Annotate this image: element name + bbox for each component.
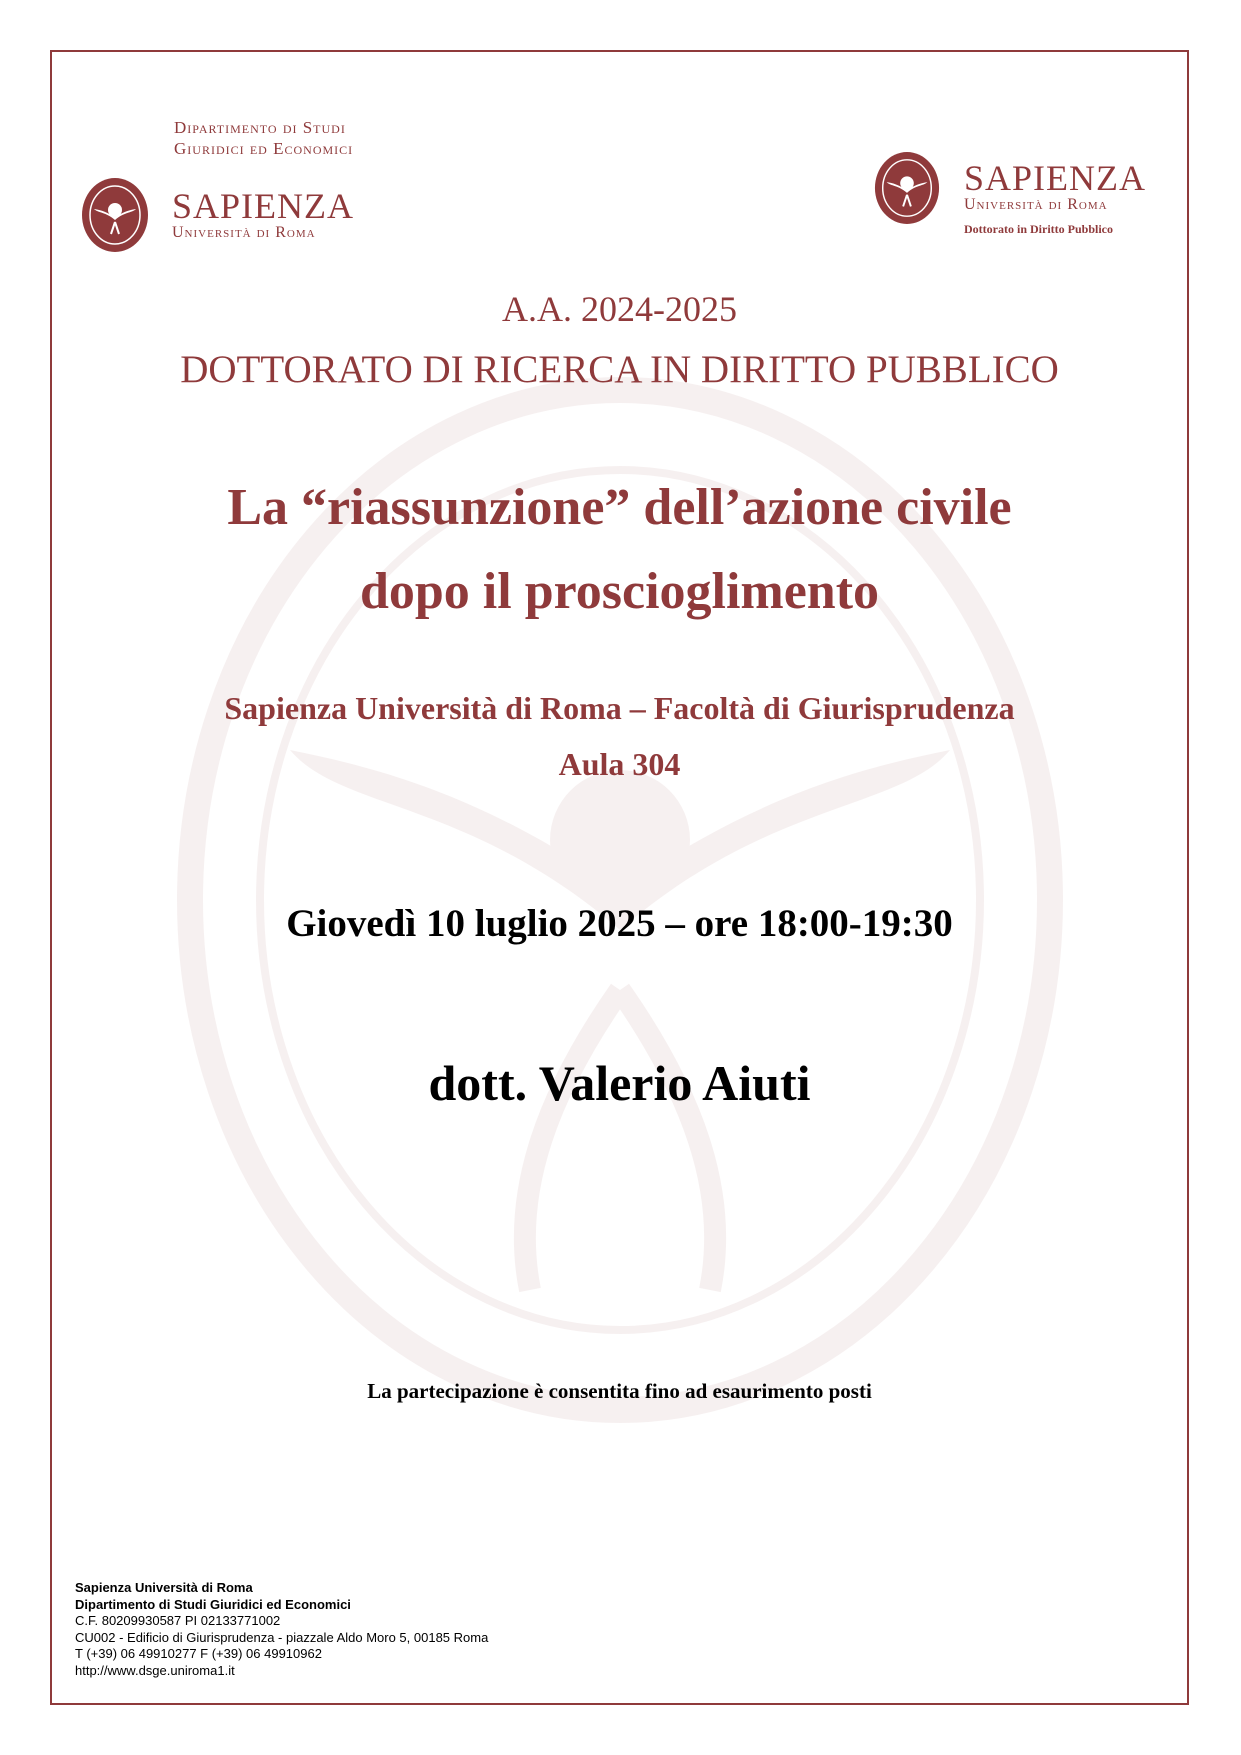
department-header-line2: Giuridici ed Economici bbox=[174, 139, 354, 158]
brand-right bbox=[964, 160, 1146, 237]
brand-left bbox=[172, 188, 354, 242]
brand-right-name: SAPIENZA bbox=[964, 158, 1147, 198]
footer-line5: T (+39) 06 49910277 F (+39) 06 49910962 bbox=[75, 1646, 322, 1661]
department-header bbox=[174, 117, 353, 159]
program-title: DOTTORATO DI RICERCA IN DIRITTO PUBBLICO bbox=[180, 348, 1059, 391]
talk-title-line1: La “riassunzione” dell’azione civile bbox=[227, 479, 1012, 536]
department-header-line1: Dipartimento di Studi bbox=[174, 118, 346, 137]
brand-right-subtitle: Università di Roma bbox=[964, 196, 1108, 213]
talk-title bbox=[50, 466, 1189, 634]
sapienza-seal-icon bbox=[80, 176, 150, 254]
talk-title-line2: dopo il proscioglimento bbox=[359, 563, 880, 620]
speaker-name: dott. Valerio Aiuti bbox=[428, 1055, 811, 1111]
footer-website-link[interactable]: http://www.dsge.uniroma1.it bbox=[75, 1662, 235, 1678]
footer-line1: Sapienza Università di Roma bbox=[75, 1580, 253, 1595]
venue bbox=[50, 680, 1189, 792]
event-datetime: Giovedì 10 luglio 2025 – ore 18:00-19:30 bbox=[286, 902, 953, 945]
brand-left-subtitle: Università di Roma bbox=[172, 224, 316, 241]
sapienza-seal-icon bbox=[873, 150, 941, 226]
participation-note: La partecipazione è consentita fino ad esaurimento posti bbox=[367, 1379, 872, 1403]
brand-left-name: SAPIENZA bbox=[172, 186, 355, 226]
footer-line2: Dipartimento di Studi Giuridici ed Economici bbox=[75, 1596, 351, 1612]
venue-line1: Sapienza Università di Roma – Facoltà di Giurisprudenza bbox=[224, 690, 1015, 726]
footer-address bbox=[75, 1580, 488, 1679]
footer-line4: CU002 - Edificio di Giurisprudenza - piazzale Aldo Moro 5, 00185 Roma bbox=[75, 1629, 489, 1645]
academic-year: A.A. 2024-2025 bbox=[502, 289, 737, 329]
brand-right-program: Dottorato in Diritto Pubblico bbox=[964, 222, 1113, 236]
footer-line3: C.F. 80209930587 PI 02133771002 bbox=[75, 1613, 281, 1628]
venue-line2: Aula 304 bbox=[558, 746, 681, 782]
